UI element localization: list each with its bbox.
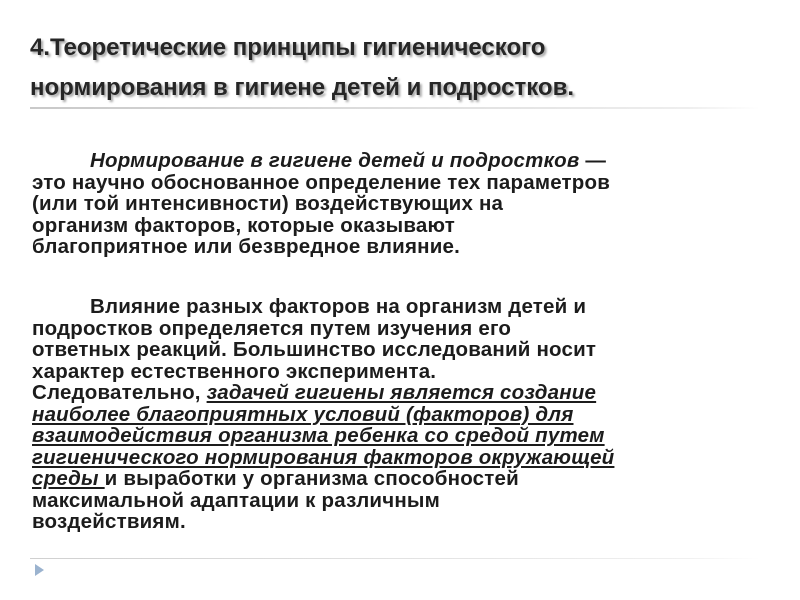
text-line — [32, 382, 792, 404]
underlined-emphasis: гигиенического нормирования факторов окружающей — [32, 445, 615, 469]
defined-term: Нормирование в гигиене детей и подростков — [90, 149, 580, 172]
underlined-emphasis: наиболее благоприятных условий (факторов) для — [32, 402, 574, 426]
play-arrow-icon[interactable] — [35, 564, 44, 576]
text-line: ответных реакций. Большинство исследований носит — [32, 338, 597, 361]
slide-title — [30, 28, 770, 108]
underlined-emphasis: среды — [32, 467, 105, 490]
text-line: организм факторов, которые оказывают — [32, 213, 455, 237]
title-line: 4.Теоретические принципы гигиенического — [30, 34, 546, 61]
paragraph-definition — [32, 150, 792, 258]
text-line: подростков определяется путем изучения его — [32, 316, 512, 340]
underlined-emphasis: взаимодействия организма ребенка со средой путем — [32, 424, 605, 447]
text-fragment: Следовательно, — [32, 381, 207, 404]
text-fragment: — — [579, 149, 607, 172]
text-line: характер естественного эксперимента. — [32, 359, 437, 383]
text-line: максимальной адаптации к различным — [32, 488, 440, 512]
text-line: Влияние разных факторов на организм детей и — [90, 295, 587, 318]
text-line — [32, 425, 792, 447]
text-line — [32, 468, 792, 490]
text-line — [32, 150, 792, 172]
text-line — [32, 404, 792, 426]
title-divider — [30, 107, 760, 109]
underlined-emphasis: задачей гигиены является создание — [206, 381, 597, 404]
paragraph-influence — [32, 296, 792, 533]
text-line: благоприятное или безвредное влияние. — [32, 235, 460, 258]
text-line: это научно обоснованное определение тех параметров — [32, 170, 611, 194]
text-line — [32, 447, 792, 469]
title-line: нормирования в гигиене детей и подростков. — [30, 74, 574, 101]
text-fragment: и выработки у организма способностей — [104, 467, 519, 490]
text-line: (или той интенсивности) воздействующих на — [32, 192, 504, 215]
footer-divider — [30, 558, 760, 559]
text-line: воздействиям. — [32, 510, 186, 533]
